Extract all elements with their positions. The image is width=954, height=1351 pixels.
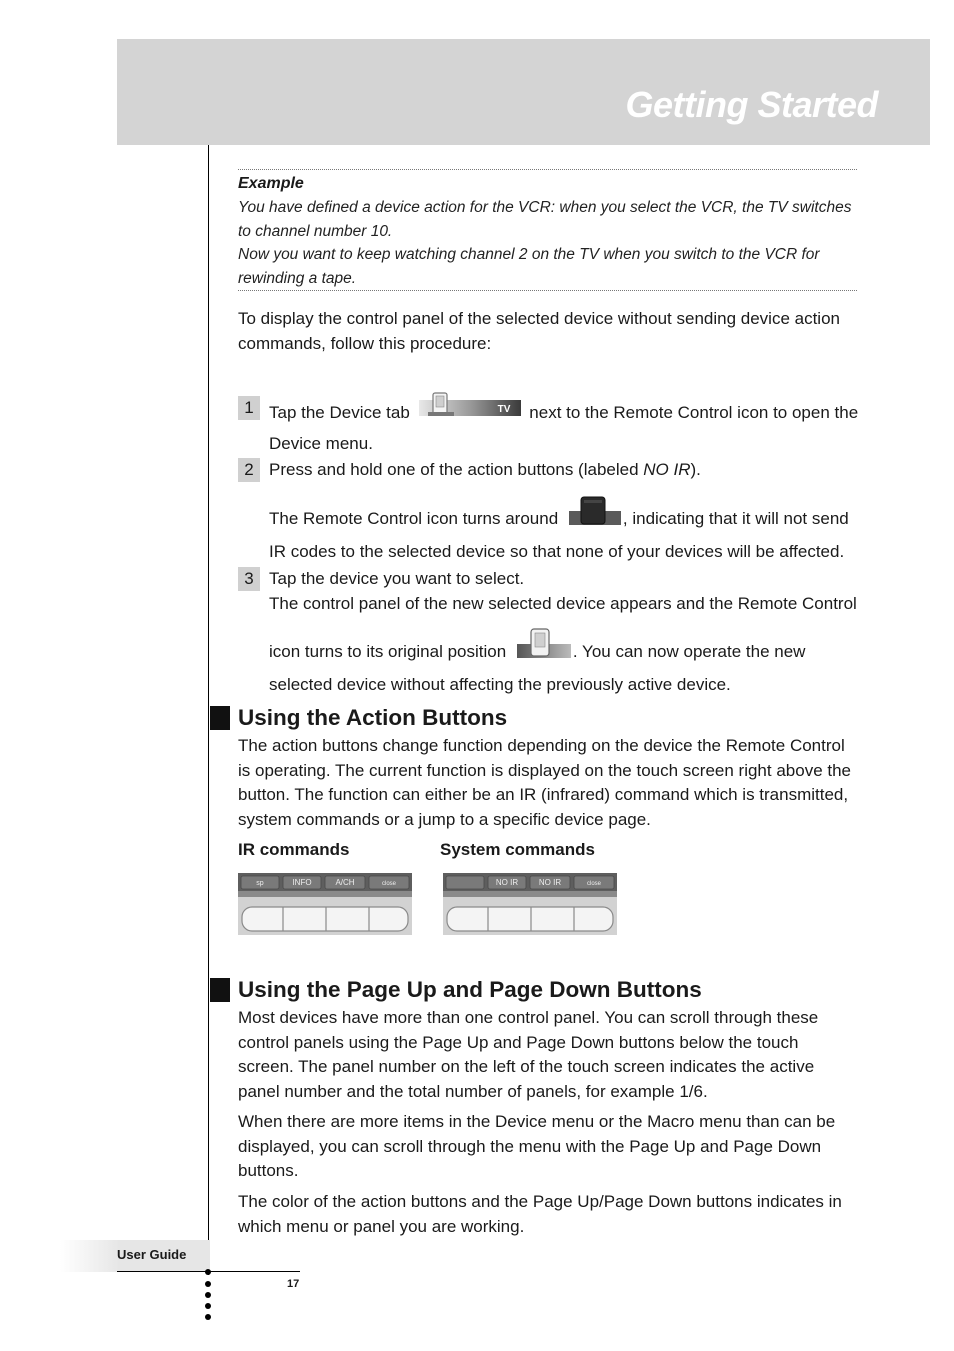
step-3-text: Tap the device you want to select. [269, 569, 525, 588]
no-ir-label: NO IR [643, 460, 691, 479]
step-2-detail-end: , indicating that it will not send IR codes to the selected device so that none of your devices will be affected. [269, 509, 849, 561]
system-commands-label: System commands [440, 840, 595, 859]
section-page-p3: The color of the action buttons and the Page Up/Page Down buttons indicates in which menu or panel you are working. [238, 1192, 842, 1236]
step-number: 3 [238, 567, 260, 591]
ir-button-4-label: close [381, 881, 397, 887]
remote-turned-icon [569, 495, 621, 535]
footer-dot [205, 1314, 211, 1320]
page-number: 17 [287, 1278, 300, 1290]
step-number: 2 [238, 458, 260, 482]
step-3-detail-end: . You can now operate the new selected device without affecting the previously active device. [269, 642, 806, 694]
vertical-rule [208, 145, 209, 1275]
ir-button-2-label: INFO [292, 878, 312, 887]
step-3-line: The control panel of the new selected device appears and the Remote Control [269, 593, 857, 613]
section-page-p2: When there are more items in the Device menu or the Macro menu than can be displayed, you can scroll through the menu with the Page Up and Page Down buttons. [238, 1112, 836, 1180]
page-title: Getting Started [625, 84, 878, 125]
heading-marker [210, 978, 230, 1002]
remote-original-icon [517, 628, 571, 668]
example-line-1: You have defined a device action for the VCR: when you select the VCR, the TV switches to channel number 10. [238, 199, 852, 240]
device-tab-label: TV [497, 404, 510, 415]
heading-marker [210, 706, 230, 730]
ir-commands-panel [238, 873, 412, 935]
example-box [238, 169, 857, 291]
step-text-end: ). [690, 460, 701, 479]
footer-dot [205, 1269, 211, 1275]
step-text [269, 458, 859, 483]
step-2-detail [269, 500, 859, 564]
heading-text: Using the Action Buttons [238, 705, 508, 730]
section-action-body: The action buttons change function depending on the device the Remote Control is operating. The current function is displayed on the touch screen right above the button. The function can either be an IR (infrared) command which is transmitted, system commands or a jump to a specific device page. [238, 736, 852, 829]
section-page-p1: Most devices have more than one control panel. You can scroll through these control panels using the Page Up and Page Down buttons below the touch screen. The panel number on the left of the touch screen indicates the active panel number and the total number of panels, for example 1/6. [238, 1008, 819, 1101]
example-title: Example [238, 175, 304, 192]
example-line-2: Now you want to keep watching channel 2 on the TV when you switch to the VCR for rewinding a tape. [238, 246, 820, 287]
footer-dot [205, 1292, 211, 1298]
sys-button-3-label: NO IR [538, 878, 562, 887]
step-number: 1 [238, 396, 260, 420]
intro-paragraph: To display the control panel of the selected device without sending device action commands, follow this procedure: [238, 309, 840, 353]
sys-button-4-label: close [586, 881, 602, 887]
footer-dot [205, 1303, 211, 1309]
ir-commands-label: IR commands [238, 840, 350, 859]
step-text-start: Press and hold one of the action buttons (labeled [269, 460, 644, 479]
sys-button-2-label: NO IR [495, 878, 519, 887]
step-3-detail-start: icon turns to its original position [269, 642, 507, 662]
device-tab-icon [419, 392, 521, 428]
system-commands-panel [443, 873, 617, 935]
step-text [269, 396, 859, 456]
step-3-detail [269, 633, 859, 697]
ir-button-3-label: A/CH [335, 878, 355, 887]
step-text-start: Tap the Device tab [269, 403, 410, 423]
footer-label: User Guide [117, 1247, 187, 1262]
heading-text: Using the Page Up and Page Down Buttons [238, 977, 702, 1002]
step-text-end: next to the Remote Control icon to open the Device menu. [269, 403, 859, 453]
footer-dot [205, 1281, 211, 1287]
step-text [269, 567, 859, 616]
step-2-detail-start: The Remote Control icon turns around [269, 509, 559, 529]
ir-button-1-label: sp [256, 880, 264, 887]
